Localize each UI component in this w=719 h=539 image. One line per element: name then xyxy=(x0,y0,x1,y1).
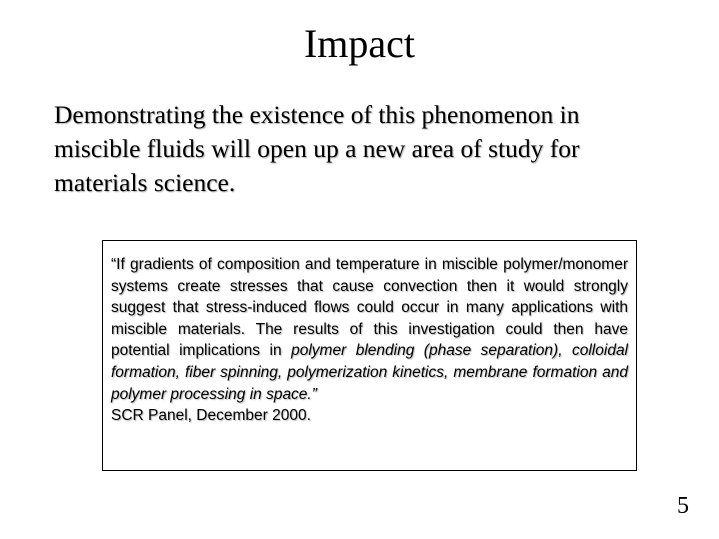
page-number: 5 xyxy=(677,493,689,519)
quote-text xyxy=(111,254,628,405)
slide-title: Impact xyxy=(303,21,416,66)
body-paragraph: Demonstrating the existence of this phenomenon in miscible fluids will open up a new area of study for materials science. xyxy=(54,100,580,197)
quote-text-regular: “If gradients of composition and temperature in miscible polymer/monomer systems create stresses that cause convection then it would strongly suggest that stress-induced flows could occur in many applications with miscible materials. The results of this investigation could then have potential implications in xyxy=(111,256,628,360)
quote-box xyxy=(102,240,637,471)
quote-source: SCR Panel, December 2000. xyxy=(111,407,311,425)
quote-text-italic: polymer blending (phase separation), colloidal formation, fiber spinning, polymerization kinetics, membrane formation and polymer processing in space.” xyxy=(111,342,629,403)
